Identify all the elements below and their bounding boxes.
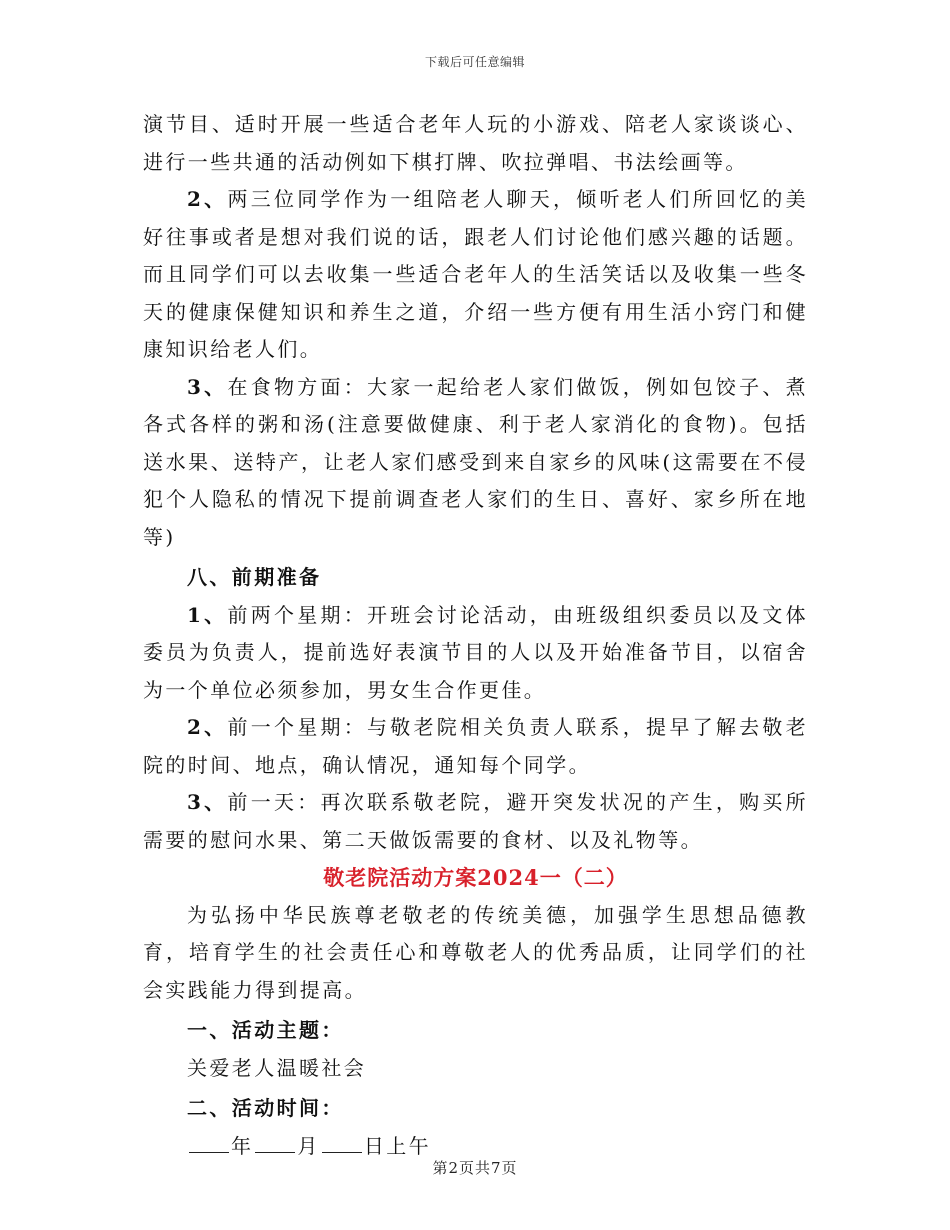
page-number: 第2页共7页 [432,1159,518,1177]
item-text: 前两个星期：开班会讨论活动，由班级组织委员以及文体委员为负责人，提前选好表演节目的人以及开始准备节目，以宿舍为一个单位必须参加，男女生合作更佳。 [143,602,809,702]
paragraph-prep-3 [143,784,808,859]
item-text: 前一个星期：与敬老院相关负责人联系，提早了解去敬老院的时间、地点，确认情况，通知每个同学。 [143,715,809,777]
section-heading-time: 二、活动时间： [187,1096,344,1120]
paragraph-continuation: 演节目、适时开展一些适合老年人玩的小游戏、陪老人家谈谈心、进行一些共通的活动例如下棋打牌、吹拉弹唱、书法绘画等。 [143,112,808,174]
paragraph-prep-1 [143,597,808,710]
item-text: 在食物方面：大家一起给老人家们做饭，例如包饺子、煮各式各样的粥和汤(注意要做健康、利于老人家消化的食物)。包括送水果、送特产，让老人家们感受到来自家乡的风味(这需要在不侵犯个人隐私的情况下提前调查老人家们的生日、喜好、家乡所在地等) [143,374,809,549]
day-label: 日上午 [363,1133,432,1158]
blank-month [255,1130,295,1153]
theme-text: 关爱老人温暖社会 [187,1055,367,1080]
section-heading-preparation: 八、前期准备 [187,565,322,589]
document-body [143,106,808,1165]
blank-year [189,1130,229,1153]
item-number: 2、 [187,715,228,739]
paragraph-item-2 [143,181,808,369]
item-number: 2、 [187,187,228,211]
paragraph-item-3 [143,369,808,557]
item-number: 1、 [187,602,228,627]
section-heading-theme: 一、活动主题： [187,1018,344,1042]
paragraph-prep-2 [143,709,808,784]
item-text: 两三位同学作为一组陪老人聊天，倾听老人们所回忆的美好往事或者是想对我们说的话，跟老人们讨论他们感兴趣的话题。而且同学们可以去收集一些适合老年人的生活笑话以及收集一些冬天的健康保健知识和养生之道，介绍一些方便有用生活小窍门和健康知识给老人们。 [143,187,809,361]
item-number: 3、 [187,790,228,814]
document-title: 敬老院活动方案2024一（二） [323,865,628,890]
intro-paragraph: 为弘扬中华民族尊老敬老的传统美德，加强学生思想品德教育，培育学生的社会责任心和尊敬老人的优秀品质，让同学们的社会实践能力得到提高。 [143,902,808,1002]
header-note: 下载后可任意编辑 [424,55,525,69]
item-text: 前一天：再次联系敬老院，避开突发状况的产生，购买所需要的慰问水果、第二天做饭需要的食材、以及礼物等。 [143,790,809,852]
item-number: 3、 [187,374,228,399]
year-label: 年 [231,1133,254,1158]
blank-day [322,1130,362,1153]
month-label: 月 [297,1133,320,1158]
